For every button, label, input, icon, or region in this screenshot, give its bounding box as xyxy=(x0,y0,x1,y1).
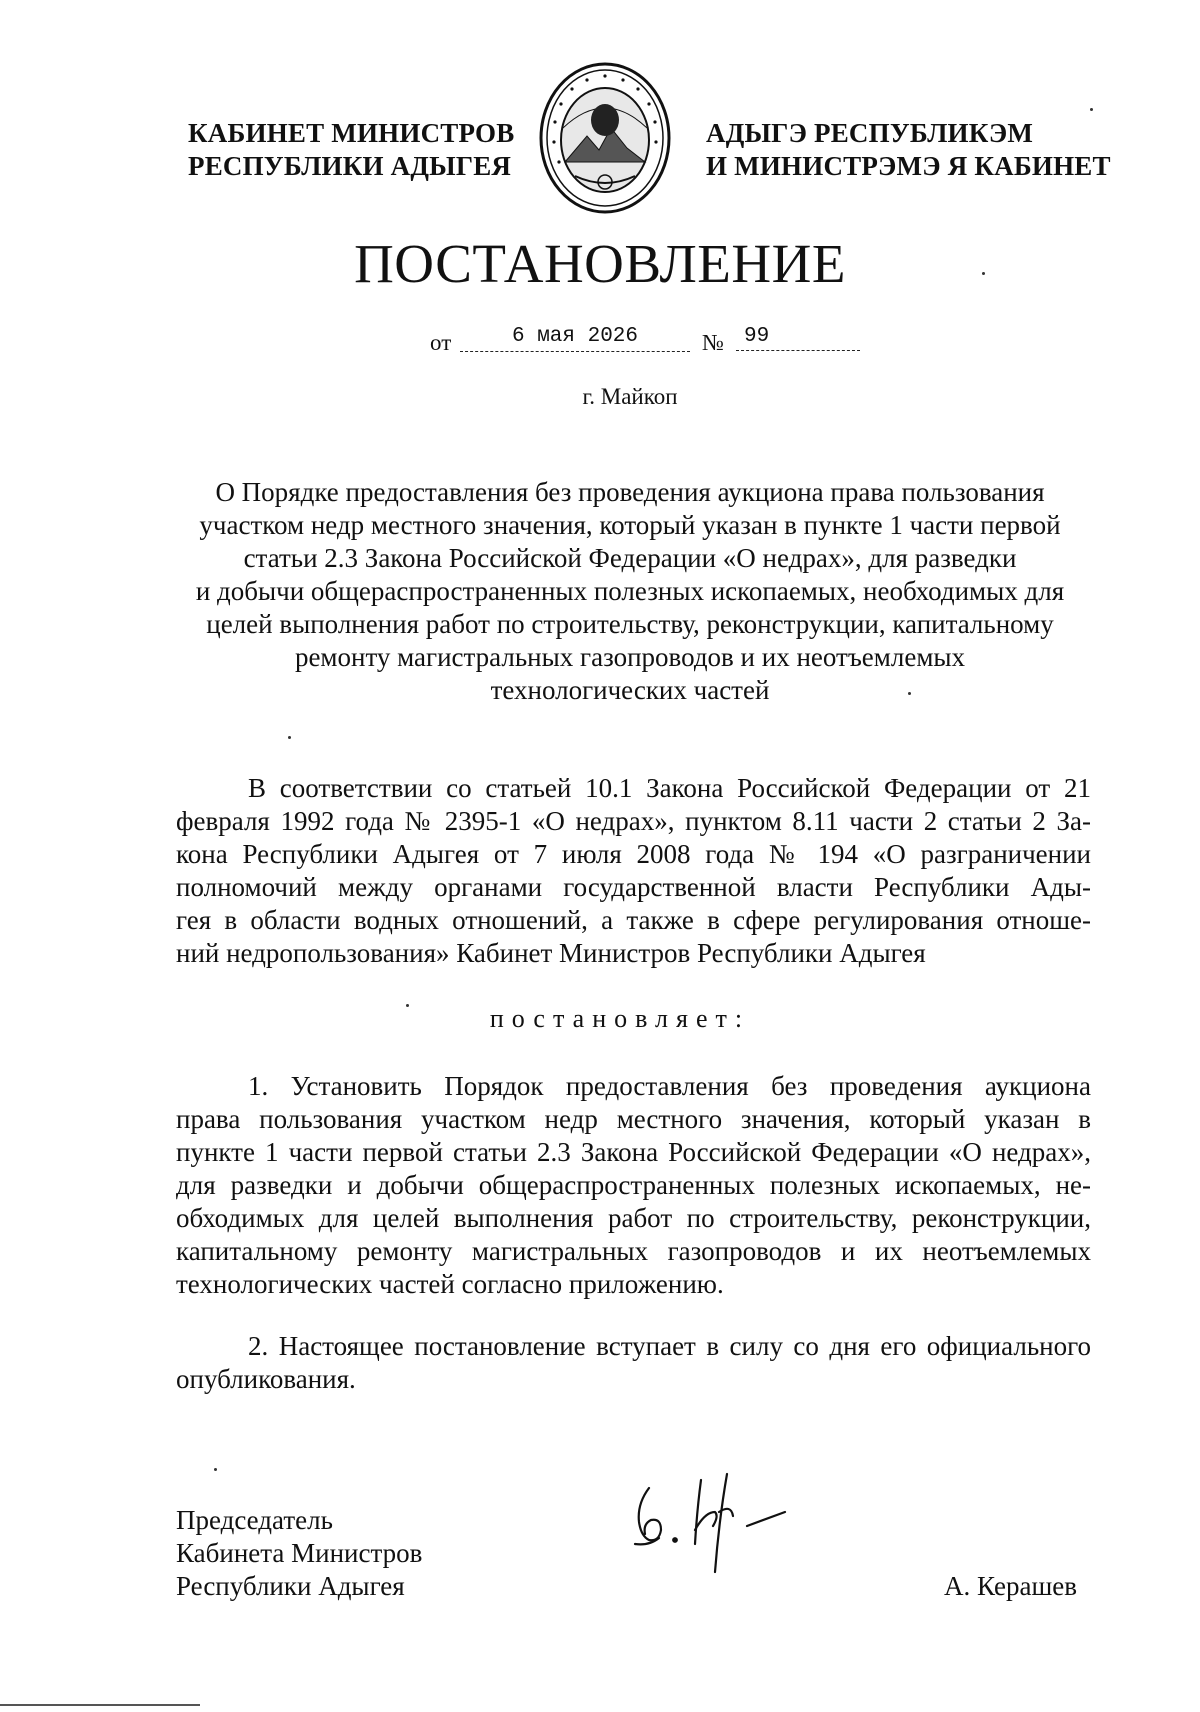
paragraph-line: опубликования. xyxy=(176,1364,356,1394)
subject-line: ремонту магистральных газопроводов и их неотъемлемых xyxy=(294,642,966,672)
scan-speck xyxy=(908,692,911,695)
date-prefix: от xyxy=(430,330,452,355)
scan-speck xyxy=(288,736,291,739)
issuer-name-russian xyxy=(188,117,514,183)
subject-line: О Порядке предоставления без проведения аукциона права пользования xyxy=(215,477,1045,507)
preamble-paragraph xyxy=(176,772,1091,970)
subject-line: целей выполнения работ по строительству, реконструкции, капитальному xyxy=(206,609,1054,639)
signatory-position xyxy=(176,1504,422,1603)
document-type-title: ПОСТАНОВЛЕНИЕ xyxy=(354,233,846,294)
scan-speck xyxy=(982,272,985,275)
issuer-name-adyghe xyxy=(706,117,1111,183)
subject-line: технологических частей xyxy=(490,675,770,705)
document-date: 6 мая 2026 xyxy=(460,325,690,352)
paragraph-line: полномочий между органами государственной власти Республики Ады- xyxy=(176,872,1091,902)
issuer-line: КАБИНЕТ МИНИСТРОВ xyxy=(188,118,515,148)
paragraph-line: для разведки и добычи общераспространенных полезных ископаемых, не- xyxy=(176,1170,1091,1200)
paragraph-line: гея в области водных отношений, а также в сфере регулирования отноше- xyxy=(176,905,1091,935)
paragraph-line: капитальному ремонту магистральных газопроводов и их неотъемлемых xyxy=(176,1236,1091,1266)
scan-speck xyxy=(406,1004,409,1007)
subject-line: участком недр местного значения, который указан в пункте 1 части первой xyxy=(199,510,1061,540)
subject-line: статьи 2.3 Закона Российской Федерации «О недрах», для разведки xyxy=(243,543,1017,573)
clause-2-paragraph xyxy=(176,1330,1091,1396)
paragraph-line: февраля 1992 года № 2395-1 «О недрах», пунктом 8.11 части 2 статьи 2 За- xyxy=(176,806,1091,836)
number-prefix: № xyxy=(702,330,724,355)
clause-1-paragraph xyxy=(176,1070,1091,1301)
scan-speck xyxy=(214,1468,217,1471)
scan-speck xyxy=(1090,108,1093,111)
issuer-line: И МИНИСТРЭМЭ Я КАБИНЕТ xyxy=(706,151,1111,181)
paragraph-line: ний недропользования» Кабинет Министров Республики Адыгея xyxy=(176,938,926,968)
coat-of-arms-emblem xyxy=(535,58,675,214)
document-subject xyxy=(170,476,1090,707)
issuer-line: РЕСПУБЛИКИ АДЫГЕЯ xyxy=(188,151,512,181)
paragraph-line: пункте 1 части первой статьи 2.3 Закона Российской Федерации «О недрах», xyxy=(176,1137,1091,1167)
subject-line: и добычи общераспространенных полезных ископаемых, необходимых для xyxy=(195,576,1065,606)
paragraph-line: 1. Установить Порядок предоставления без проведения аукциона xyxy=(248,1071,1091,1101)
paragraph-line: 2. Настоящее постановление вступает в силу со дня его официального xyxy=(248,1331,1091,1361)
paragraph-line: В соответствии со статьей 10.1 Закона Российской Федерации от 21 xyxy=(248,773,1091,803)
paragraph-line: права пользования участком недр местного значения, который указан в xyxy=(176,1104,1091,1134)
position-line: Председатель xyxy=(176,1505,333,1535)
position-line: Кабинета Министров xyxy=(176,1538,423,1568)
paragraph-line: технологических частей согласно приложению. xyxy=(176,1269,724,1299)
position-line: Республики Адыгея xyxy=(176,1571,405,1601)
issue-city: г. Майкоп xyxy=(582,384,678,409)
paragraph-line: кона Республики Адыгея от 7 июля 2008 года № 194 «О разграничении xyxy=(176,839,1091,869)
signatory-name: А. Керашев xyxy=(944,1571,1077,1601)
decree-keyword: постановляет: xyxy=(489,1004,751,1033)
paragraph-line: обходимых для целей выполнения работ по строительству, реконструкции, xyxy=(176,1203,1091,1233)
issuer-line: АДЫГЭ РЕСПУБЛИКЭМ xyxy=(706,118,1034,148)
scan-edge-line xyxy=(0,1704,200,1706)
document-number: 99 xyxy=(736,325,860,351)
handwritten-signature xyxy=(615,1460,815,1580)
